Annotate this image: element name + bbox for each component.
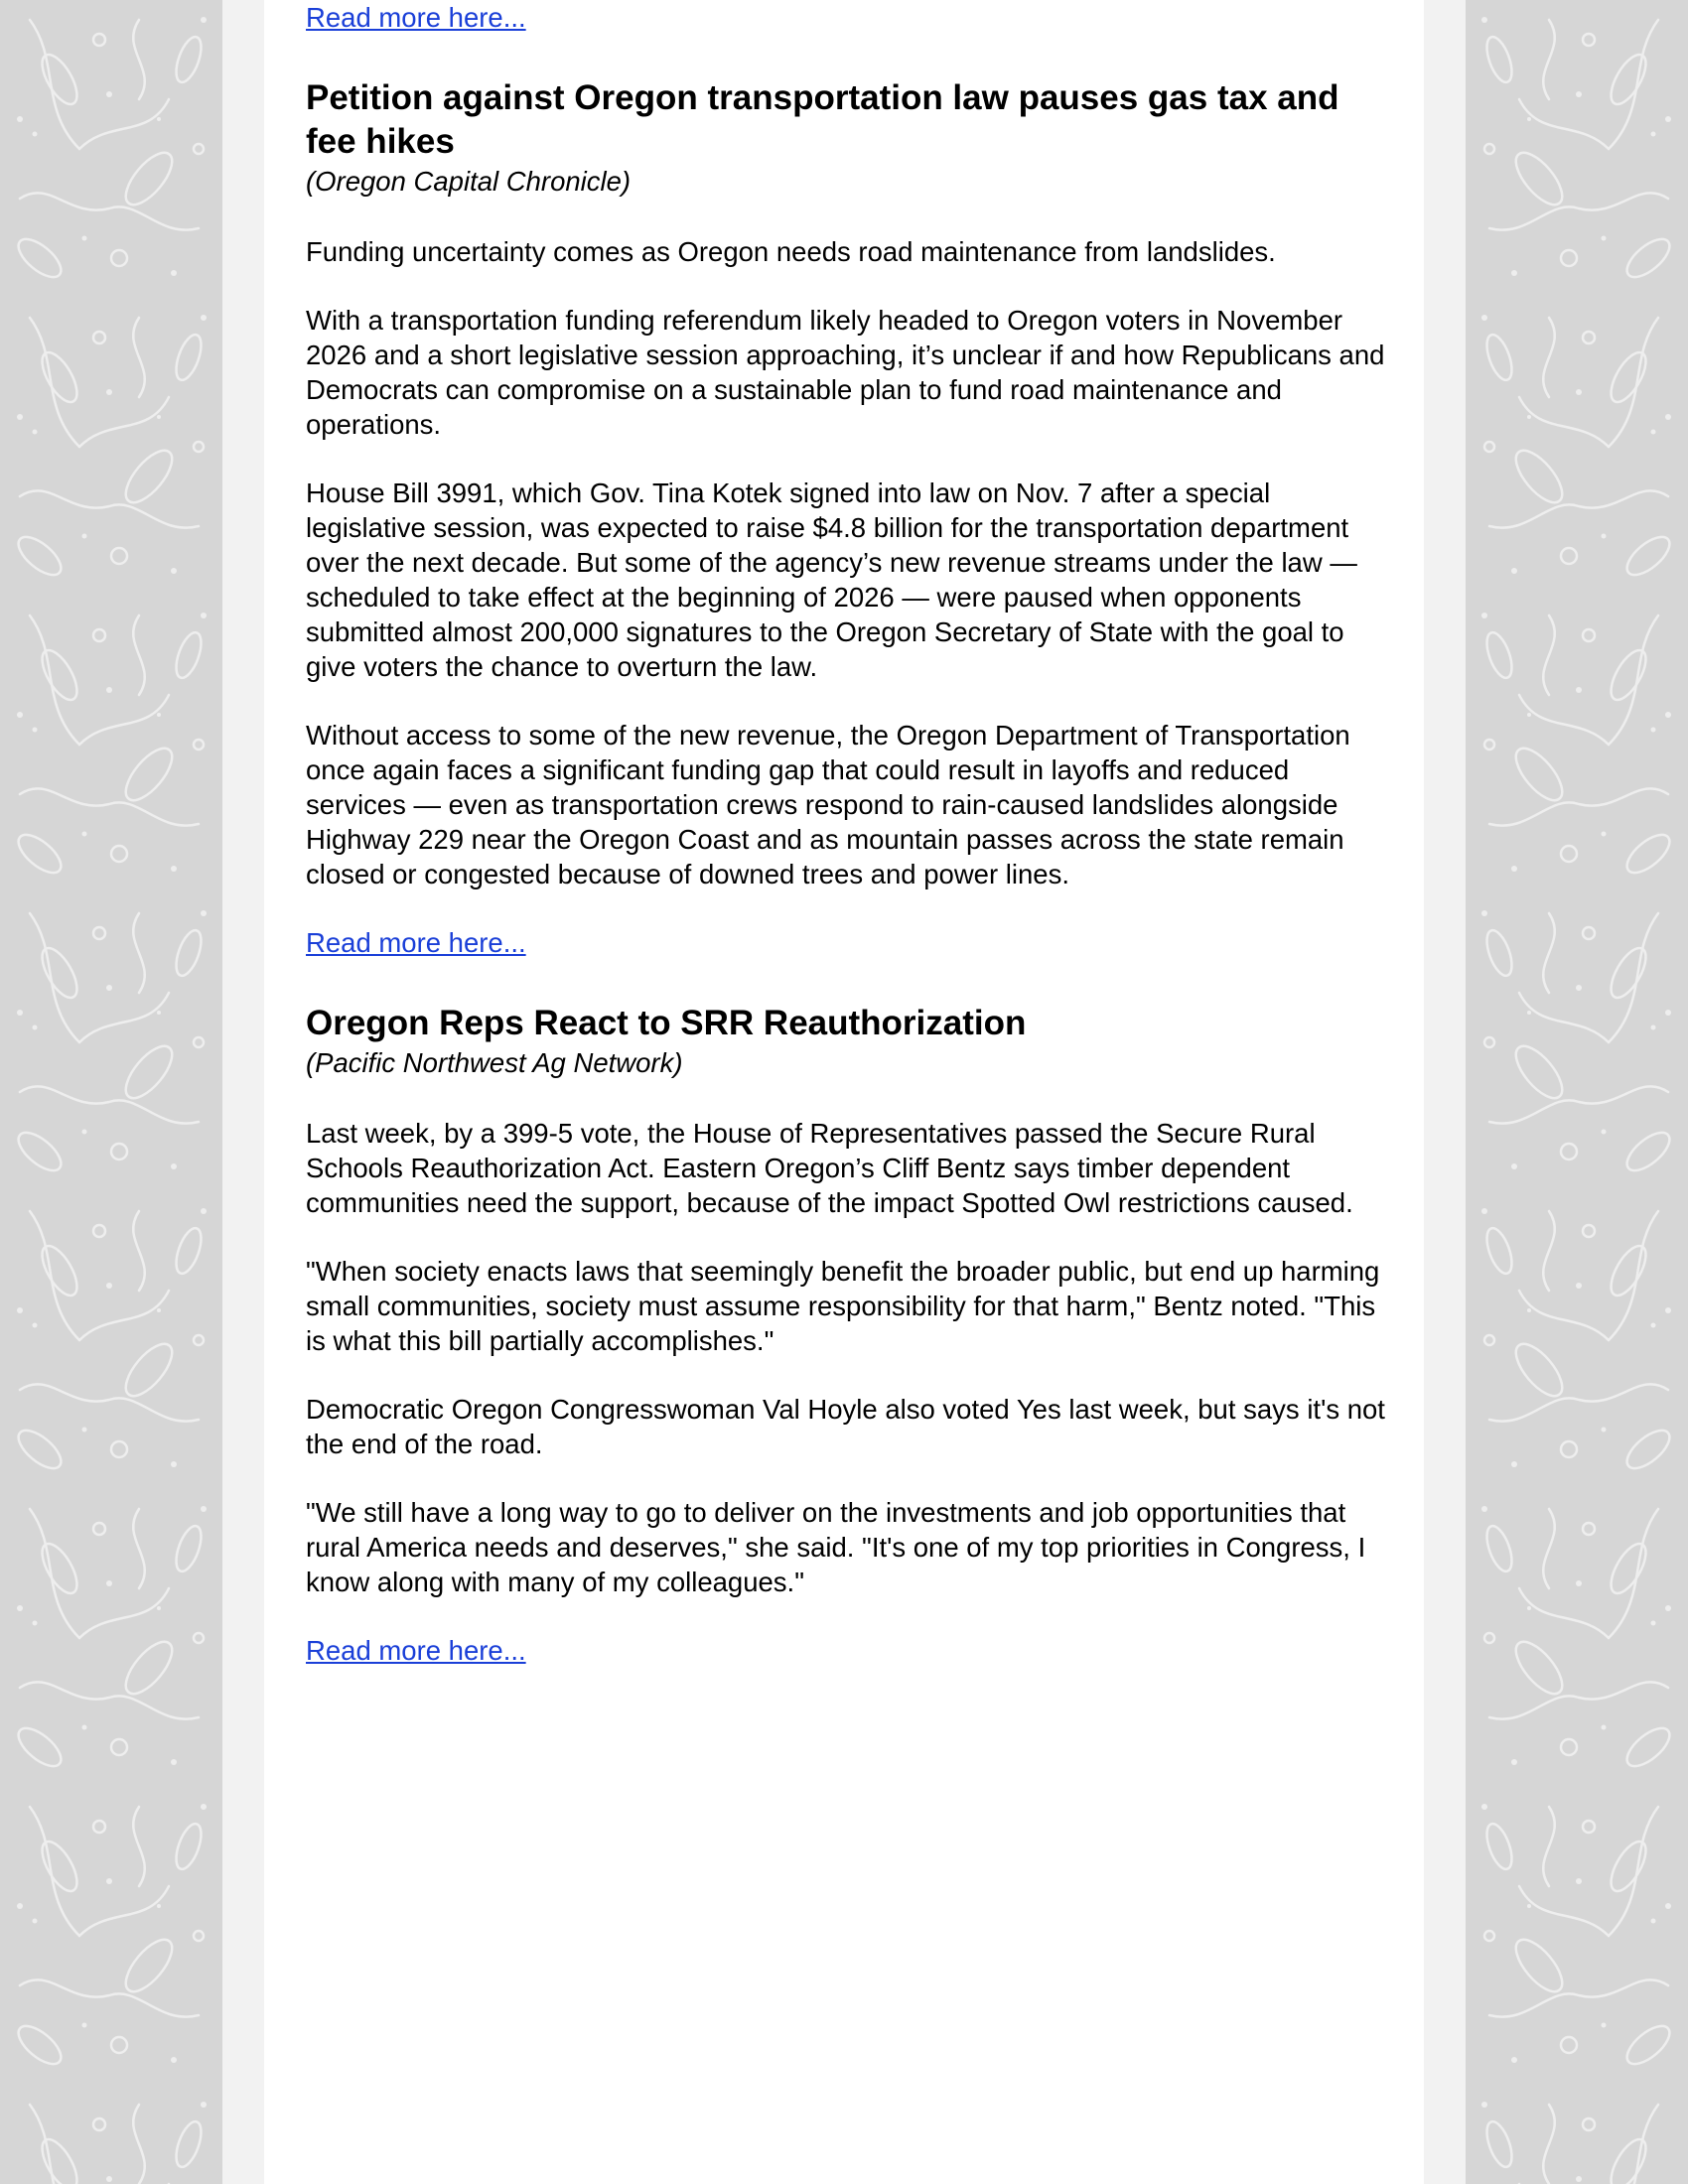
read-more-link[interactable]: Read more here... xyxy=(306,1635,526,1666)
article-headline: Oregon Reps React to SRR Reauthorization xyxy=(306,1004,1027,1042)
article-srr-reauthorization xyxy=(306,1002,1388,1668)
floral-background-right xyxy=(1466,0,1688,2184)
article-source: (Oregon Capital Chronicle) xyxy=(306,166,632,197)
article-paragraph: Last week, by a 399-5 vote, the House of Representatives passed the Secure Rural Schools Reauthorization Act. Eastern Oregon’s Cliff Bentz says timber dependent communities need the support, because of the impact Spotted Owl restrictions caused. xyxy=(306,1118,1353,1218)
floral-background-left xyxy=(0,0,222,2184)
article-source: (Pacific Northwest Ag Network) xyxy=(306,1047,683,1078)
newsletter-content xyxy=(306,0,1388,1668)
article-paragraph: House Bill 3991, which Gov. Tina Kotek signed into law on Nov. 7 after a special legislative session, was expected to raise $4.8 billion for the transportation department over the next decade. But some of the agency’s new revenue streams under the law — scheduled to take effect at the beginning of 2026 — were paused when opponents submitted almost 200,000 signatures to the Oregon Secretary of State with the goal to give voters the chance to overturn the law. xyxy=(306,478,1357,682)
article-paragraph: "When society enacts laws that seemingly benefit the broader public, but end up harming small communities, society must assume responsibility for that harm," Bentz noted. "This is what this bill partially accomplishes." xyxy=(306,1256,1380,1356)
article-paragraph: Democratic Oregon Congresswoman Val Hoyle also voted Yes last week, but says it's not the end of the road. xyxy=(306,1394,1385,1459)
article-headline: Petition against Oregon transportation law pauses gas tax and fee hikes xyxy=(306,78,1339,161)
read-more-link-previous[interactable]: Read more here... xyxy=(306,2,526,33)
article-paragraph: "We still have a long way to go to deliver on the investments and job opportunities that rural America needs and deserves," she said. "It's one of my top priorities in Congress, I know along with many of my colleagues." xyxy=(306,1497,1366,1597)
article-paragraph: Without access to some of the new revenue, the Oregon Department of Transportation once again faces a significant funding gap that could result in layoffs and reduced services — even as transportation crews respond to rain-caused landslides alongside Highway 229 near the Oregon Coast and as mountain passes across the state remain closed or congested because of downed trees and power lines. xyxy=(306,720,1350,889)
article-paragraph: With a transportation funding referendum likely headed to Oregon voters in November 2026 and a short legislative session approaching, it’s unclear if and how Republicans and Democrats can compromise on a sustainable plan to fund road maintenance and operations. xyxy=(306,305,1385,440)
article-paragraph: Funding uncertainty comes as Oregon needs road maintenance from landslides. xyxy=(306,236,1276,267)
article-transportation-petition xyxy=(306,76,1388,960)
read-more-link[interactable]: Read more here... xyxy=(306,927,526,958)
